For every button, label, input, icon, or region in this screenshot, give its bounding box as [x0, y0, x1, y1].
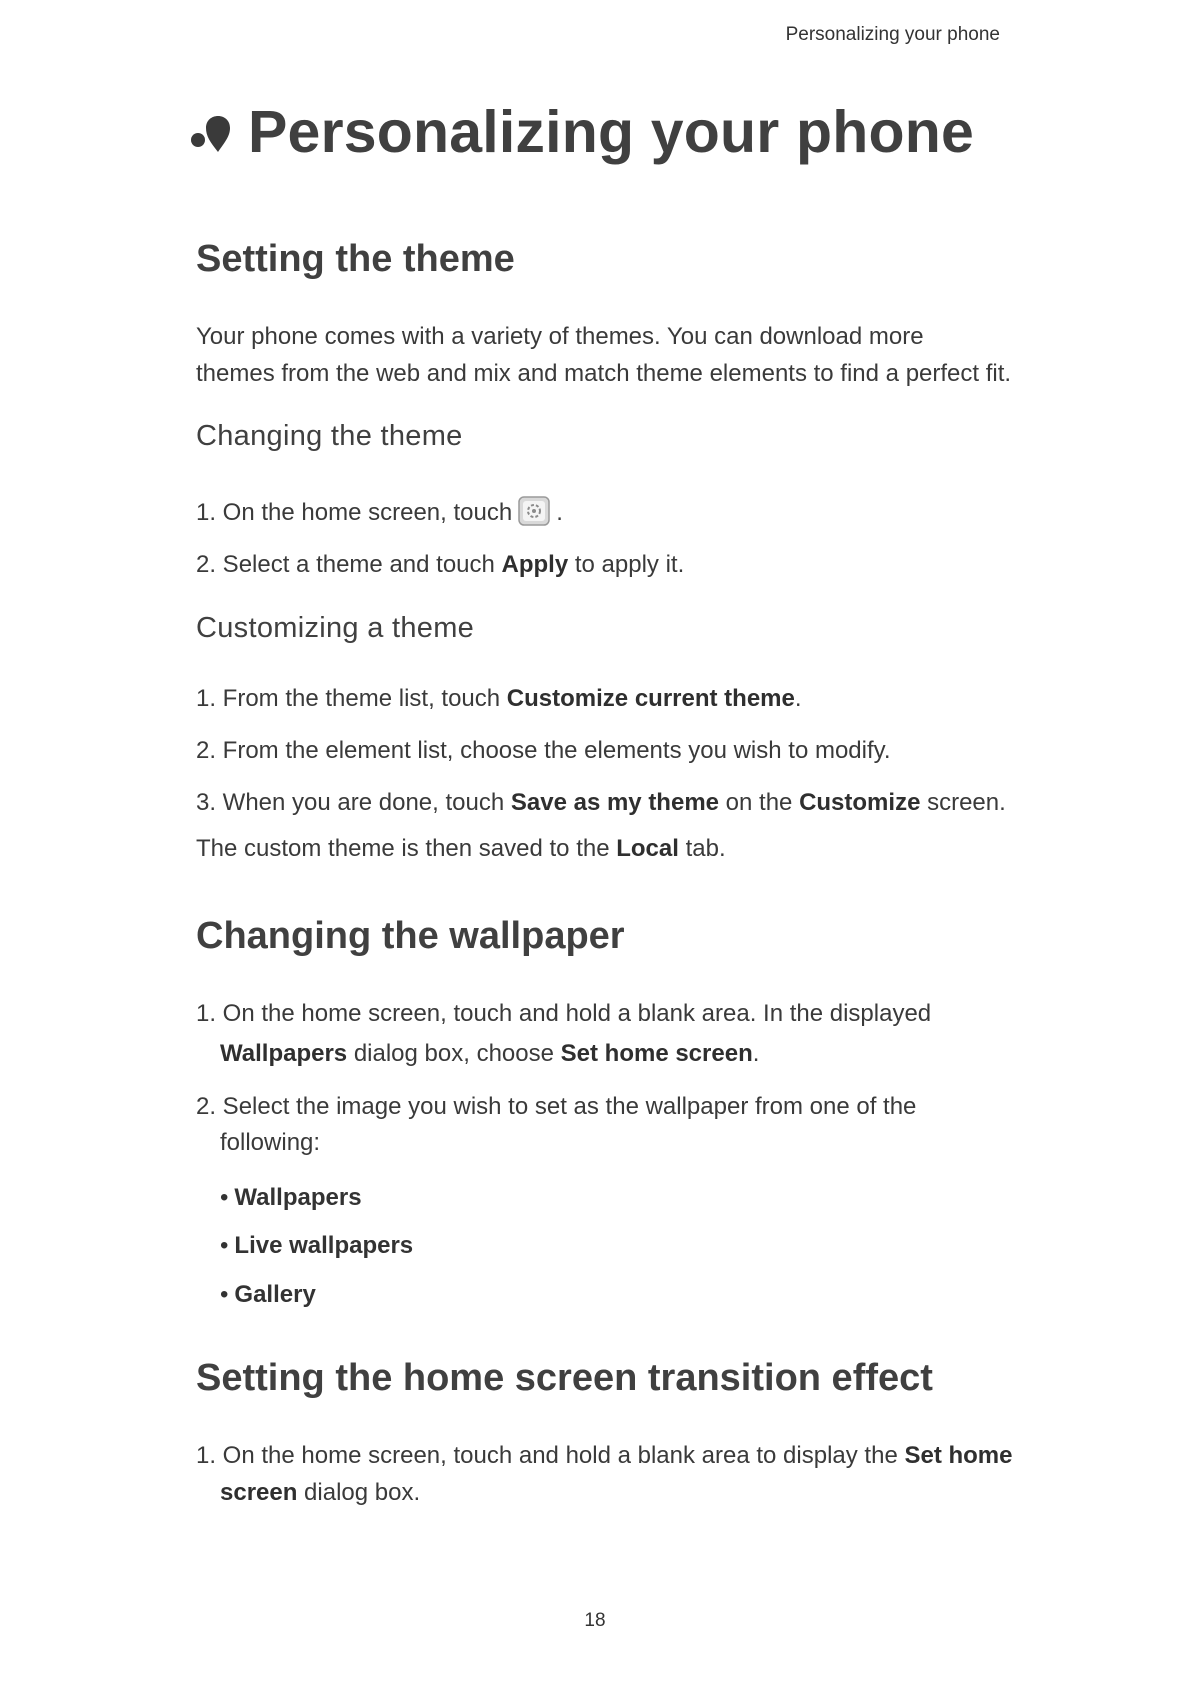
changing-step-2: [196, 546, 684, 583]
wallpaper-step-2-line-2: following:: [220, 1129, 321, 1156]
intro-line-2: themes from the web and mix and match theme elements to find a perfect fit.: [196, 360, 1012, 387]
ui-term-customize-current-theme: Customize current theme: [506, 685, 795, 712]
running-header: Personalizing your phone: [785, 24, 1000, 45]
step-text: 2. Select a theme and touch: [196, 551, 502, 578]
note-text: tab.: [678, 835, 726, 862]
step-text: .: [752, 1040, 760, 1067]
wallpaper-step-1-line-1: 1. On the home screen, touch and hold a blank area. In the displayed: [196, 1000, 932, 1027]
chapter-title: Personalizing your phone: [248, 99, 974, 165]
bullet-item: • Wallpapers: [220, 1184, 362, 1211]
step-text: dialog box.: [297, 1479, 421, 1506]
step-text: .: [556, 499, 563, 526]
step-text: to apply it.: [568, 551, 685, 578]
note-text: The custom theme is then saved to the: [196, 835, 617, 862]
wallpaper-step-2-line-1: 2. Select the image you wish to set as the wallpaper from one of the: [196, 1093, 917, 1120]
ui-term-save-as-my-theme: Save as my theme: [510, 789, 719, 816]
customizing-step-1: [196, 680, 802, 717]
step-text: 1. From the theme list, touch: [196, 685, 507, 712]
chapter-heading: [188, 98, 974, 166]
step-text: on the: [719, 789, 800, 816]
customizing-step-3: [196, 784, 1006, 821]
bullet-text: Gallery: [234, 1281, 316, 1308]
transition-step-1-line-2: [196, 1474, 420, 1511]
wallpaper-step-1-line-2: [196, 1035, 759, 1072]
section-heading-setting-theme: Setting the theme: [196, 238, 515, 280]
bullet-text: Wallpapers: [234, 1184, 362, 1211]
step-text: 1. On the home screen, touch: [196, 499, 513, 526]
customizing-step-2: 2. From the element list, choose the elements you wish to modify.: [196, 737, 891, 764]
ui-term-local: Local: [616, 835, 679, 862]
ui-term-screen: screen: [220, 1479, 298, 1506]
step-text: 1. On the home screen, touch and hold a blank area to display the: [196, 1442, 905, 1469]
ui-term-apply: Apply: [501, 551, 569, 578]
bullet-item: • Gallery: [220, 1281, 316, 1308]
bullet-text: Live wallpapers: [234, 1232, 414, 1259]
ui-term-set-home: Set home: [904, 1442, 1013, 1469]
bulb-drop-icon: [188, 108, 236, 156]
customizing-note: [196, 830, 726, 867]
page-number: 18: [584, 1610, 606, 1631]
subheading-changing-theme: Changing the theme: [196, 420, 463, 452]
step-text: .: [794, 685, 802, 712]
ui-term-wallpapers: Wallpapers: [220, 1040, 348, 1067]
ui-term-customize: Customize: [799, 789, 921, 816]
subheading-customizing-theme: Customizing a theme: [196, 612, 475, 644]
ui-term-set-home-screen: Set home screen: [560, 1040, 753, 1067]
step-text: screen.: [920, 789, 1006, 816]
bullet-item: • Live wallpapers: [220, 1232, 414, 1259]
step-text: dialog box, choose: [347, 1040, 561, 1067]
changing-step-1: [196, 494, 563, 531]
transition-step-1-line-1: [196, 1437, 1013, 1474]
section-heading-wallpaper: Changing the wallpaper: [196, 915, 625, 957]
intro-line-1: Your phone comes with a variety of themes. You can download more: [196, 323, 924, 350]
section-heading-transition: Setting the home screen transition effect: [196, 1357, 933, 1399]
step-text: 3. When you are done, touch: [196, 789, 511, 816]
themes-app-icon: [518, 496, 550, 526]
